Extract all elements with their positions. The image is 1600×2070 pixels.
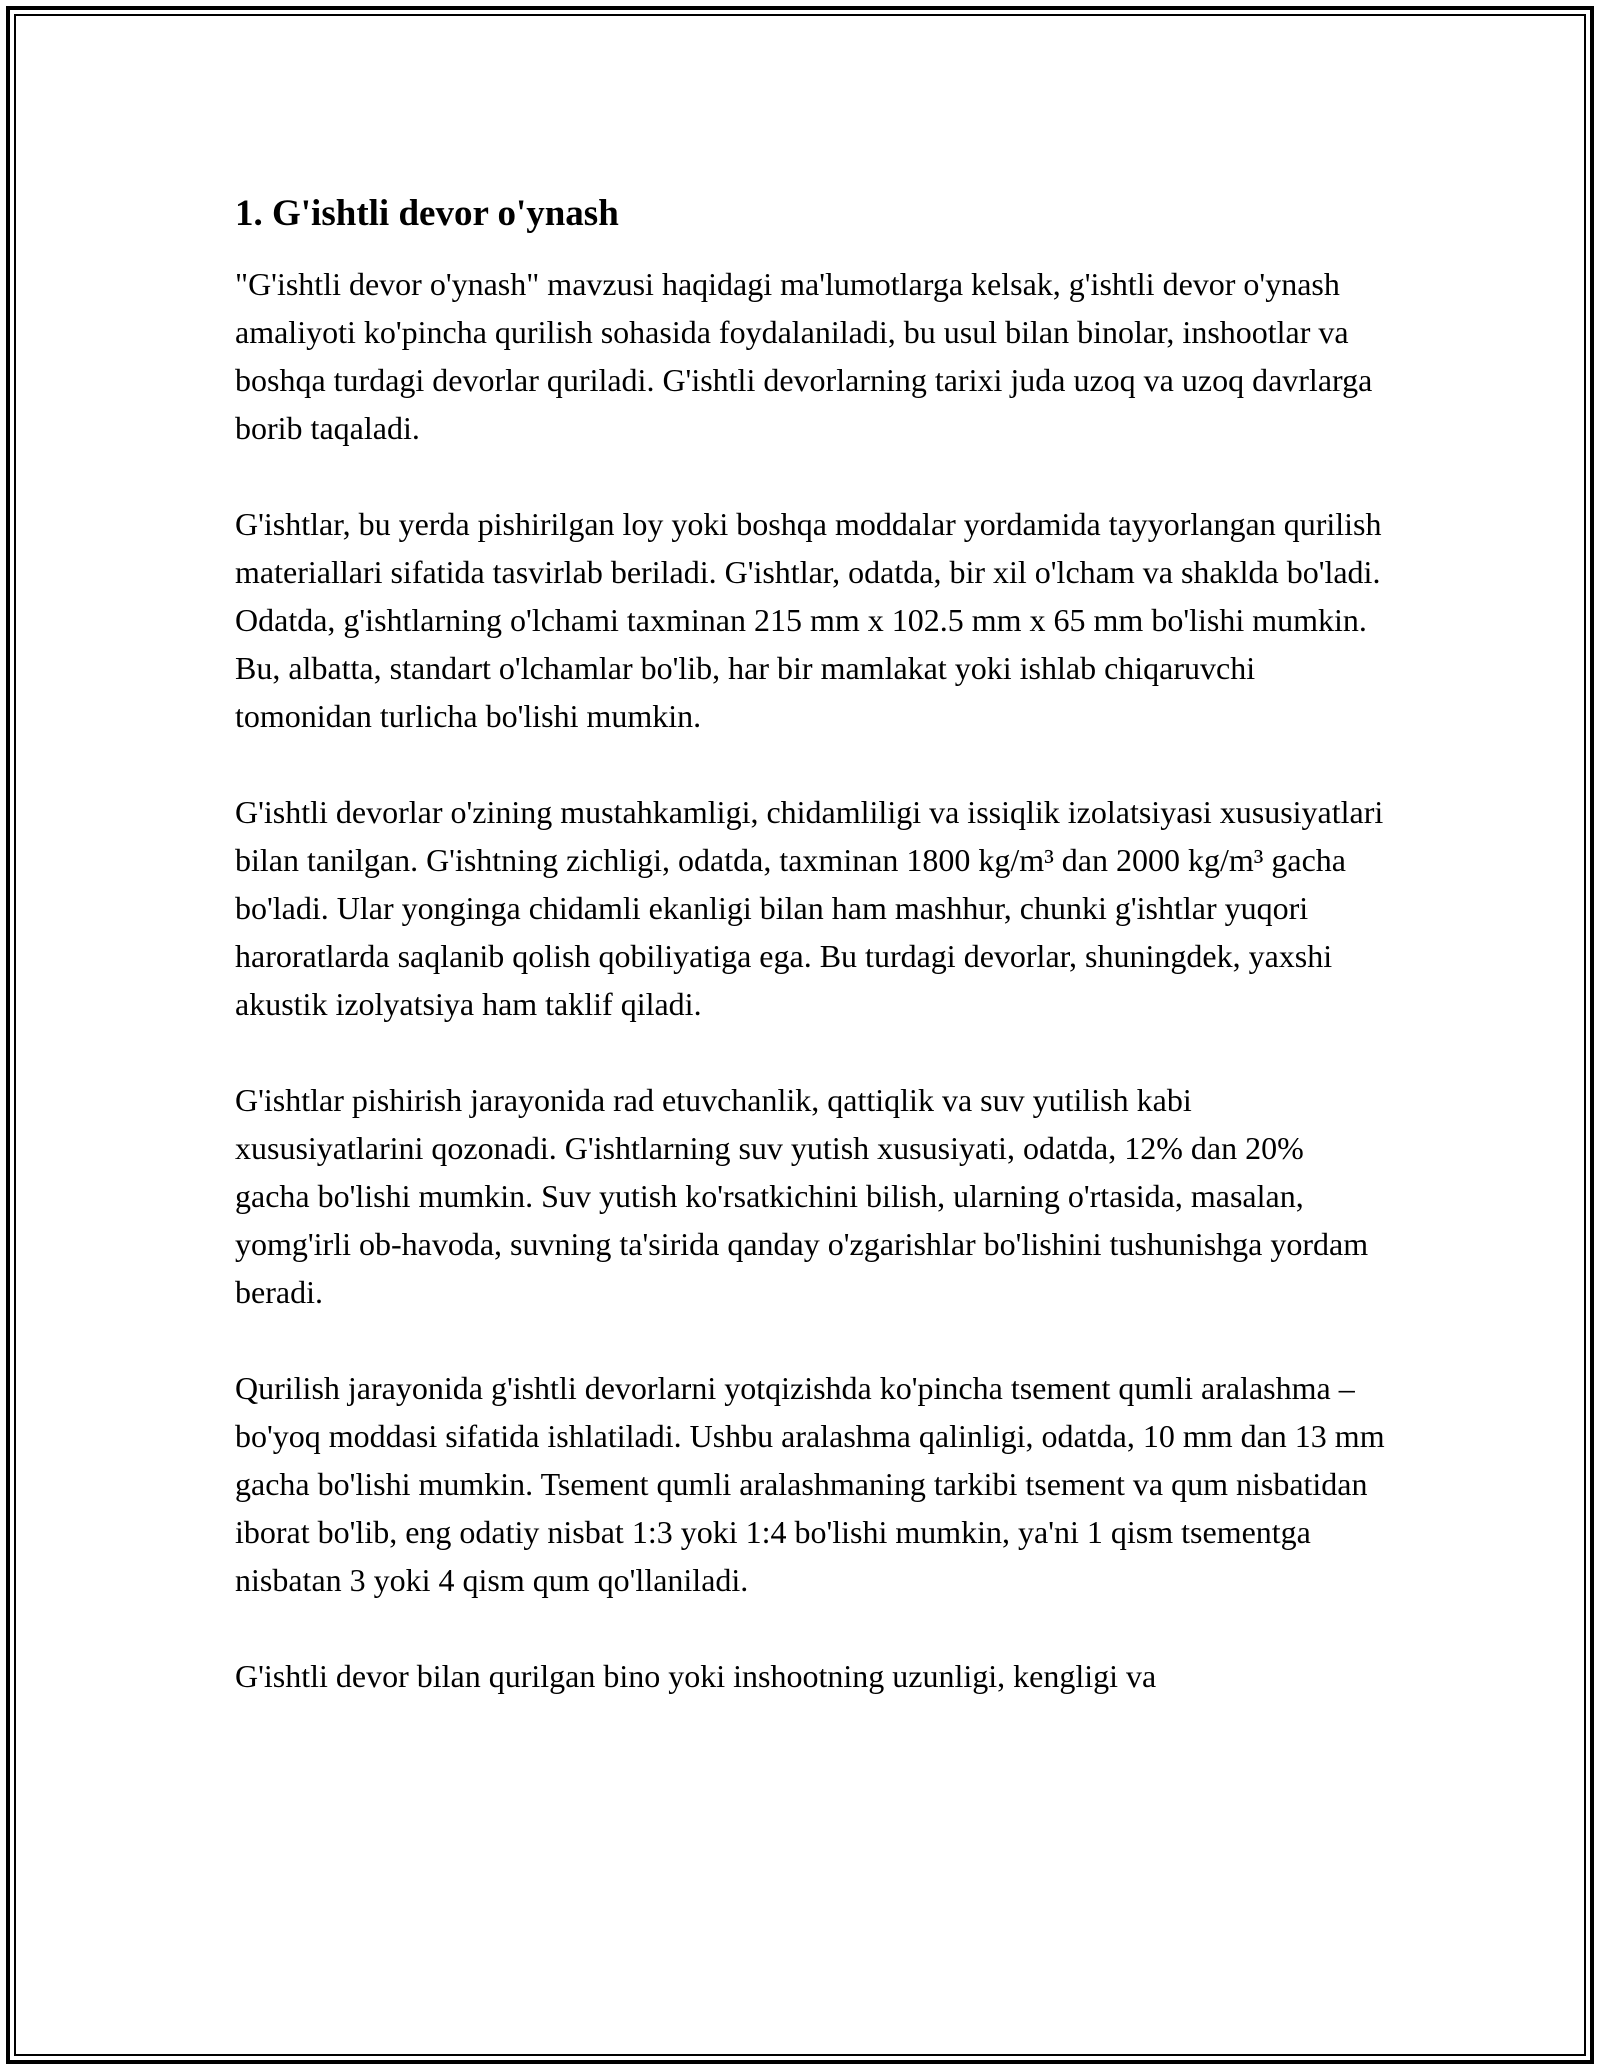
paragraph-building-dimensions: G'ishtli devor bilan qurilgan bino yoki inshootning uzunligi, kengligi va — [235, 1658, 1157, 1694]
paragraph-intro: "G'ishtli devor o'ynash" mavzusi haqidagi ma'lumotlarga kelsak, g'ishtli devor o'ynash amaliyoti ko'pincha qurilish sohasida foydalaniladi, bu usul bilan binolar, inshootlar va boshqa turdagi devorlar quriladi. G'ishtli devorlarning tarixi juda uzoq va uzoq davrlarga borib taqaladi. — [235, 266, 1373, 446]
document-body — [235, 180, 1385, 1748]
section-heading: 1. G'ishtli devor o'ynash — [235, 193, 619, 234]
paragraph-brick-dimensions: G'ishtlar, bu yerda pishirilgan loy yoki boshqa moddalar yordamida tayyorlangan qurilish materiallari sifatida tasvirlab beriladi. G'ishtlar, odatda, bir xil o'lcham va shaklda bo'ladi. Odatda, g'ishtlarning o'lchami taxminan 215 mm x 102.5 mm x 65 mm bo'lishi mumkin. Bu, albatta, standart o'lchamlar bo'lib, har bir mamlakat yoki ishlab chiqaruvchi tomonidan turlicha bo'lishi mumkin. — [235, 506, 1382, 734]
paragraph-wall-properties: G'ishtli devorlar o'zining mustahkamligi, chidamliligi va issiqlik izolatsiyasi xususiyatlari bilan tanilgan. G'ishtning zichligi, odatda, taxminan 1800 kg/m³ dan 2000 kg/m³ gacha bo'ladi. Ular yonginga chidamli ekanligi bilan ham mashhur, chunki g'ishtlar yuqori haroratlarda saqlanib qolish qobiliyatiga ega. Bu turdagi devorlar, shuningdek, yaxshi akustik izolyatsiya ham taklif qiladi. — [235, 794, 1384, 1022]
paragraph-mortar: Qurilish jarayonida g'ishtli devorlarni yotqizishda ko'pincha tsement qumli aralashma – bo'yoq moddasi sifatida ishlatiladi. Ushbu aralashma qalinligi, odatda, 10 mm dan 13 mm gacha bo'lishi mumkin. Tsement qumli aralashmaning tarkibi tsement va qum nisbatidan iborat bo'lib, eng odatiy nisbat 1:3 yoki 1:4 bo'lishi mumkin, ya'ni 1 qism tsementga nisbatan 3 yoki 4 qism qum qo'llaniladi. — [235, 1370, 1385, 1598]
paragraph-water-absorption: G'ishtlar pishirish jarayonida rad etuvchanlik, qattiqlik va suv yutilish kabi xususiyatlarini qozonadi. G'ishtlarning suv yutish xususiyati, odatda, 12% dan 20% gacha bo'lishi mumkin. Suv yutish ko'rsatkichini bilish, ularning o'rtasida, masalan, yomg'irli ob-havoda, suvning ta'sirida qanday o'zgarishlar bo'lishini tushunishga yordam beradi. — [235, 1082, 1369, 1310]
